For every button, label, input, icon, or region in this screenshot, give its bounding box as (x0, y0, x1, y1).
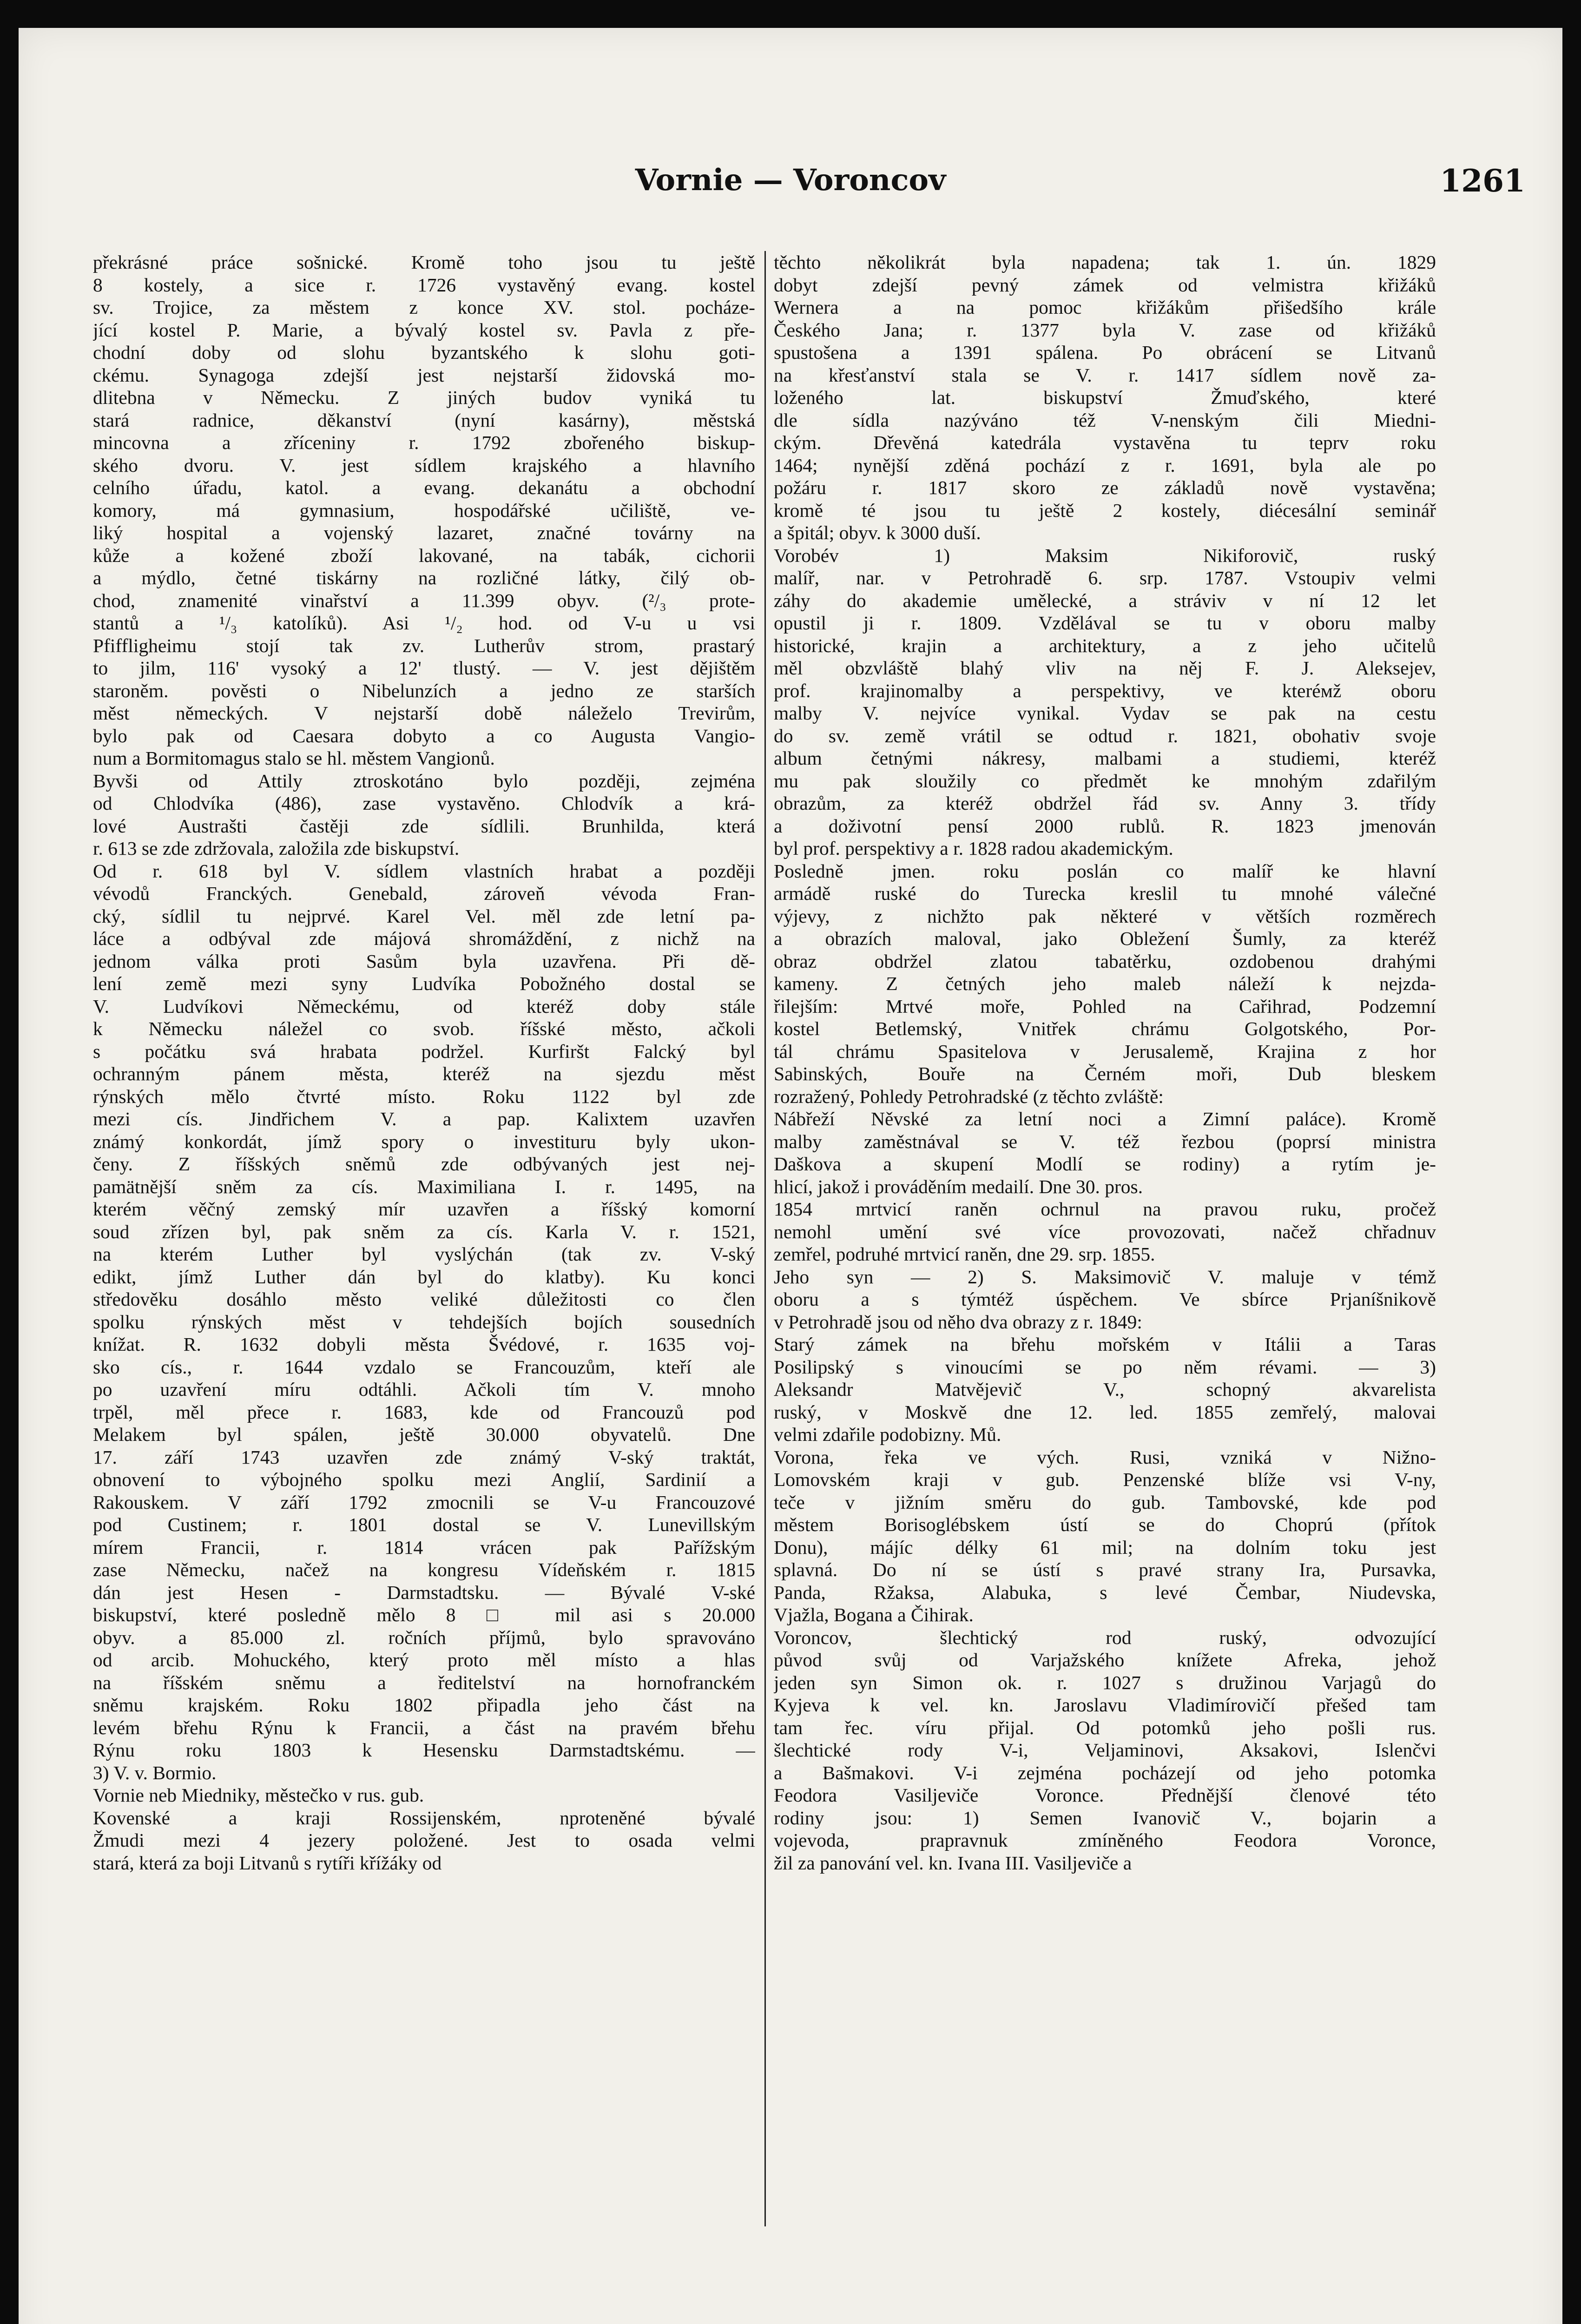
text-line: těchto několikrát byla napadena; tak 1. ún. 1829 (774, 251, 1436, 273)
text-line: 3) V. v. Bormio. (93, 1762, 217, 1783)
text-line: dlitebna v Německu. Z jiných budov vyniká tu (93, 387, 755, 408)
text-line: mu pak sloužily co předmět ke mnohým zdařilým (774, 770, 1436, 792)
text-line: známý konkordát, jímž spory o investituru byly ukon- (93, 1130, 755, 1152)
text-line: na kterém Luther byl vyslýchán (tak zv. V-ský (93, 1243, 755, 1265)
text-line: řilejším: Mrtvé moře, Pohled na Cařihrad, Podzemní (774, 995, 1436, 1017)
text-line: po uzavření míru odtáhli. Ačkoli tím V. mnoho (93, 1379, 755, 1400)
text-line: obyv. a 85.000 zl. ročních příjmů, bylo spravováno (93, 1626, 755, 1648)
text-line: Daškova a skupení Modlí se rodiny) a rytím je- (774, 1153, 1436, 1175)
text-line: do sv. země vrátil se odtud r. 1821, obohativ svoje (774, 725, 1436, 746)
text-line: jednom válka proti Sasům byla uzavřena. Při dě- (93, 950, 755, 972)
text-line: loženého lat. biskupství Žmuďského, které (774, 387, 1436, 408)
text-line: měl obzvláště blahý vliv na něj F. J. Aleksejev, (774, 657, 1436, 679)
text-line: liký hospital a vojenský lazaret, značné továrny na (93, 522, 755, 543)
text-line: Rakouskem. V září 1792 zmocnili se V-u Francouzové (93, 1491, 755, 1513)
text-line: a mýdlo, četné tiskárny na rozličné látky, čilý ob- (93, 567, 755, 588)
text-line: ckým. Dřevěná katedrála vystavěna tu teprv roku (774, 432, 1436, 453)
text-line: s počátku svá hrabata podržel. Kurfiršt Falcký byl (93, 1040, 755, 1062)
text-line: sko cís., r. 1644 vzdalo se Francouzům, kteří ale (93, 1356, 755, 1378)
text-line: dle sídla nazýváno též V-nenským čili Miedni- (774, 409, 1436, 431)
book-page (19, 28, 1562, 2324)
text-line: kůže a kožené zboží lakované, na tabák, cichorii (93, 544, 755, 566)
text-line: od arcib. Mohuckého, který proto měl místo a hlas (93, 1649, 755, 1670)
text-line: obnovení to výbojného spolku mezi Anglií, Sardinií a (93, 1469, 755, 1490)
text-line: velmi zdařile podobizny. Mů. (774, 1424, 1001, 1445)
text-line: chodní doby od slohu byzantského k slohu goti- (93, 342, 755, 363)
column-divider (764, 251, 766, 2226)
text-line: hlicí, jakož i prováděním medailí. Dne 30. pros. (774, 1175, 1143, 1197)
text-line: spustošena a 1391 spálena. Po obrácení se Litvanů (774, 342, 1436, 363)
text-line: a doživotní pensí 2000 rublů. R. 1823 jmenován (774, 815, 1436, 837)
text-line: obrazům, za kteréž obdržel řád sv. Anny 3. třídy (774, 792, 1436, 814)
text-line: spolku rýnských měst v tehdejších bojích sousedních (93, 1311, 755, 1333)
text-line: Byvši od Attily ztroskotáno bylo později, zejména (93, 770, 755, 792)
text-line: 1854 mrtvicí raněn ochrnul na pravou ruku, pročež (774, 1198, 1436, 1220)
text-line: album četnými nákresy, malbami a studiemi, kteréž (774, 747, 1436, 769)
text-line: čeny. Z říšských sněmů zde odbývaných jest nej- (93, 1153, 755, 1175)
text-line: v Petrohradě jsou od něho dva obrazy z r. 1849: (774, 1311, 1142, 1333)
text-line: ochranným pánem města, kteréž na sjezdu měst (93, 1063, 755, 1084)
text-line: a obrazích maloval, jako Obležení Šumly, za kteréž (774, 928, 1436, 949)
text-line: Wernera a na pomoc křižákům přišedšího krále (774, 297, 1436, 318)
text-line: 17. září 1743 uzavřen zde známý V-ský traktát, (93, 1446, 755, 1468)
page-number: 1261 (1440, 163, 1525, 199)
text-line: zase Německu, načež na kongresu Vídeňském r. 1815 (93, 1559, 755, 1580)
text-line: obraz obdržel zlatou tabatěrku, ozdobenou drahými (774, 950, 1436, 972)
text-line: sv. Trojice, za městem z konce XV. stol. pocháze- (93, 297, 755, 318)
text-line: rodiny jsou: 1) Semen Ivanovič V., bojarin a (774, 1807, 1436, 1829)
text-line: malíř, nar. v Petrohradě 6. srp. 1787. Vstoupiv velmi (774, 567, 1436, 588)
text-line: armádě ruské do Turecka kreslil tu mnohé válečné (774, 883, 1436, 904)
text-line: měst německých. V nejstarší době náleželo Trevirům, (93, 702, 755, 724)
text-line: a špitál; obyv. k 3000 duší. (774, 522, 981, 543)
text-line: šlechtické rody V-i, Veljaminovi, Aksakovi, Islenčvi (774, 1739, 1436, 1761)
text-line: pod Custinem; r. 1801 dostal se V. Lunevillským (93, 1514, 755, 1535)
text-line: rýnských mělo čtvrté místo. Roku 1122 byl zde (93, 1085, 755, 1107)
text-line: opustil ji r. 1809. Vzdělával se tu v oboru malby (774, 612, 1436, 634)
text-line: láce a odbýval zde májová shromáždění, z nichž na (93, 928, 755, 949)
text-line: stará, která za boji Litvanů s rytíři křížáky od (93, 1852, 442, 1874)
text-line: Sabinských, Bouře na Černém moři, Dub bleskem (774, 1063, 1436, 1084)
text-line: překrásné práce sošnické. Kromě toho jsou tu ještě (93, 251, 755, 273)
text-line: 1464; nynější zděná pochází z r. 1691, byla ale po (774, 454, 1436, 476)
text-line: trpěl, měl přece r. 1683, kde od Francouzů pod (93, 1401, 755, 1423)
text-line: původ svůj od Varjažského knížete Afreka, jehož (774, 1649, 1436, 1670)
text-line: oboru a s týmtéž úspěchem. Ve sbírce Prjaníšnikově (774, 1288, 1436, 1310)
text-line: bylo pak od Caesara dobyto a co Augusta Vangio- (93, 725, 755, 746)
text-line: městem Borisoglébskem ústí se do Choprú (přítok (774, 1514, 1436, 1535)
text-line: Vjažla, Bogana a Čihirak. (774, 1604, 974, 1625)
text-line: tál chrámu Spasitelova v Jerusalemě, Krajina z hor (774, 1040, 1436, 1062)
text-line: jeden syn Simon ok. r. 1027 s družinou Varjagů do (774, 1671, 1436, 1693)
text-line: ruský, v Moskvě dne 12. led. 1855 zemřelý, malovai (774, 1401, 1436, 1423)
text-line: tam řec. víru přijal. Od potomků jeho pošli rus. (774, 1717, 1436, 1738)
text-line: mincovna a zříceniny r. 1792 zbořeného biskup- (93, 432, 755, 453)
text-line: Posledně jmen. roku poslán co malíř ke hlavní (774, 860, 1436, 882)
text-line: malby V. nejvíce vynikal. Vydav se pak na cestu (774, 702, 1436, 724)
text-line: záhy do akademie umělecké, a stráviv v ní 12 let (774, 589, 1436, 611)
text-line: edikt, jímž Luther dán byl do klatby). Ku konci (93, 1266, 755, 1287)
text-line: Voroncov, šlechtický rod ruský, odvozující (774, 1626, 1436, 1648)
text-line: komory, má gymnasium, hospodářské učiliště, ve- (93, 499, 755, 521)
text-line: prof. krajinomalby a perspektivy, ve kteréмž oboru (774, 680, 1436, 701)
text-line: Vorona, řeka ve vých. Rusi, vzniká v Nižno- (774, 1446, 1436, 1468)
text-line: Feodora Vasiljeviče Voronce. Přednější členové této (774, 1784, 1436, 1806)
text-line: Kyjeva k vel. kn. Jaroslavu Vladimírovičí přešed tam (774, 1694, 1436, 1716)
text-line: vévodů Franckých. Genebald, zároveň vévoda Fran- (93, 883, 755, 904)
text-line: byl prof. perspektivy a r. 1828 radou akademickým. (774, 838, 1173, 859)
text-line: a Bašmakovi. V-i zejména pocházejí od jeho potomka (774, 1762, 1436, 1783)
text-line: malby zaměstnával se V. též řezbou (poprsí ministra (774, 1130, 1436, 1152)
text-line: kromě té jsou tu ještě 2 kostely, diécesální seminář (774, 499, 1436, 521)
text-line: teče v jižním směru do gub. Tambovské, kde pod (774, 1491, 1436, 1513)
text-line: vojevoda, prapravnuk zmíněného Feodora Voronce, (774, 1829, 1436, 1851)
text-line: knížat. R. 1632 dobyli města Švédové, r. 1635 voj- (93, 1334, 755, 1355)
text-line: num a Bormitomagus stalo se hl. městem Vangionů. (93, 747, 495, 769)
text-line: mírem Francii, r. 1814 vrácen pak Pařížským (93, 1536, 755, 1558)
text-line: Jeho syn — 2) S. Maksimovič V. maluje v témž (774, 1266, 1436, 1287)
text-line: na křesťanství stala se V. r. 1417 sídlem nově za- (774, 364, 1436, 386)
text-line: soud zřízen byl, pak sněm za cís. Karla V. r. 1521, (93, 1221, 755, 1242)
text-line: kostel Betlemský, Vnitřek chrámu Golgotského, Por- (774, 1018, 1436, 1039)
text-line: stantů a ¹/₃ katolíků). Asi ¹/₂ hod. od V-u u vsi (93, 612, 755, 634)
text-line: 8 kostely, a sice r. 1726 vystavěný evang. kostel (93, 274, 755, 296)
text-line: historické, krajin a architektury, a z jeho učitelů (774, 634, 1436, 656)
text-line: lové Austrašti častěji zde sídlili. Brunhilda, která (93, 815, 755, 837)
text-line: Vornie neb Miedniky, městečko v rus. gub. (93, 1784, 424, 1806)
text-line: Nábřeží Něvské za letní noci a Zimní paláce). Kromě (774, 1108, 1436, 1129)
text-line: Českého Jana; r. 1377 byla V. zase od křižáků (774, 319, 1436, 341)
text-line: Rýnu roku 1803 k Hesensku Darmstadtskému. — (93, 1739, 755, 1761)
text-line: dobyt zdejší pevný zámek od velmistra křižáků (774, 274, 1436, 296)
text-line: staroněm. pověsti o Nibelunzích a jedno ze starších (93, 680, 755, 701)
text-line: Žmudi mezi 4 jezery položené. Jest to osada velmi (93, 1829, 755, 1851)
text-line: sněmu krajském. Roku 1802 připadla jeho část na (93, 1694, 755, 1716)
page-header (19, 153, 1562, 228)
text-line: Lomovském kraji v gub. Penzenské blíže vsi V-ny, (774, 1469, 1436, 1490)
text-line: Donu), májíc délky 61 mil; na dolním toku jest (774, 1536, 1436, 1558)
text-line: mezi cís. Jindřichem V. a pap. Kalixtem uzavřen (93, 1108, 755, 1129)
text-line: Panda, Ržaksa, Alabuka, s levé Čembar, Niudevska, (774, 1581, 1436, 1603)
text-line: Pfiffligheimu stojí tak zv. Lutherův strom, prastarý (93, 634, 755, 656)
text-line: pamätnější sněm za cís. Maximiliana I. r. 1495, na (93, 1175, 755, 1197)
text-line: požáru r. 1817 skoro ze základů nově vystavěna; (774, 477, 1436, 498)
text-line: splavná. Do ní se ústí s pravé strany Ira, Pursavka, (774, 1559, 1436, 1580)
text-line: od Chlodvíka (486), zase vystavěno. Chlodvík a krá- (93, 792, 755, 814)
text-line: kameny. Z četných jeho maleb náleží k nejzda- (774, 973, 1436, 994)
text-line: žil za panování vel. kn. Ivana III. Vasiljeviče a (774, 1852, 1132, 1874)
text-line: cký, sídlil tu nejprvé. Karel Vel. měl zde letní pa- (93, 905, 755, 927)
text-line: to jilm, 116' vysoký a 12' tlustý. — V. jest dějištěm (93, 657, 755, 679)
right-column (774, 251, 1436, 2264)
text-line: dán jest Hesen - Darmstadtsku. — Bývalé V-ské (93, 1581, 755, 1603)
text-line: r. 613 se zde zdržovala, založila zde biskupství. (93, 838, 460, 859)
text-line: jící kostel P. Marie, a bývalý kostel sv. Pavla z pře- (93, 319, 755, 341)
text-line: lení země mezi syny Ludvíka Pobožného dostal se (93, 973, 755, 994)
text-line: Posilipský s vinoucími se po něm révami. — 3) (774, 1356, 1436, 1378)
text-line: levém břehu Rýnu k Francii, a část na pravém břehu (93, 1717, 755, 1738)
text-line: Aleksandr Matvějevič V., schopný akvarelista (774, 1379, 1436, 1400)
text-line: ského dvoru. V. jest sídlem krajského a hlavního (93, 454, 755, 476)
text-line: Vorobév 1) Maksim Nikiforovič, ruský (774, 544, 1436, 566)
text-line: Melakem byl spálen, ještě 30.000 obyvatelů. Dne (93, 1424, 755, 1445)
text-line: rozražený, Pohledy Petrohradské (z těchto zvláště: (774, 1085, 1164, 1107)
text-line: kterém věčný zemský mír uzavřen a říšský komorní (93, 1198, 755, 1220)
text-line: chod, znamenité vinařství a 11.399 obyv. (²/₃ prote- (93, 589, 755, 611)
text-line: nemohl umění své více provozovati, načež chřadnuv (774, 1221, 1436, 1242)
left-column (93, 251, 755, 2264)
text-line: výjevy, z nichžto pak některé v větších rozměrech (774, 905, 1436, 927)
text-line: Kovenské a kraji Rossijenském, nproteněné bývalé (93, 1807, 755, 1829)
text-line: celního úřadu, katol. a evang. dekanátu a obchodní (93, 477, 755, 498)
text-line: V. Ludvíkovi Německému, od kteréž doby stále (93, 995, 755, 1017)
text-line: biskupství, které posledně mělo 8 □ mil asi s 20.000 (93, 1604, 755, 1625)
text-line: stará radnice, děkanství (nyní kasárny), městská (93, 409, 755, 431)
text-line: středověku dosáhlo město veliké důležitosti co člen (93, 1288, 755, 1310)
text-line: zemřel, podruhé mrtvicí raněn, dne 29. srp. 1855. (774, 1243, 1155, 1265)
text-line: Starý zámek na břehu mořském v Itálii a Taras (774, 1334, 1436, 1355)
running-head: Vornie — Voroncov (635, 163, 946, 198)
text-line: Od r. 618 byl V. sídlem vlastních hrabat a později (93, 860, 755, 882)
text-line: k Německu náležel co svob. říšské město, ačkoli (93, 1018, 755, 1039)
text-line: ckému. Synagoga zdejší jest nejstarší židovská mo- (93, 364, 755, 386)
text-line: na říšském sněmu a ředitelství na hornofranckém (93, 1671, 755, 1693)
